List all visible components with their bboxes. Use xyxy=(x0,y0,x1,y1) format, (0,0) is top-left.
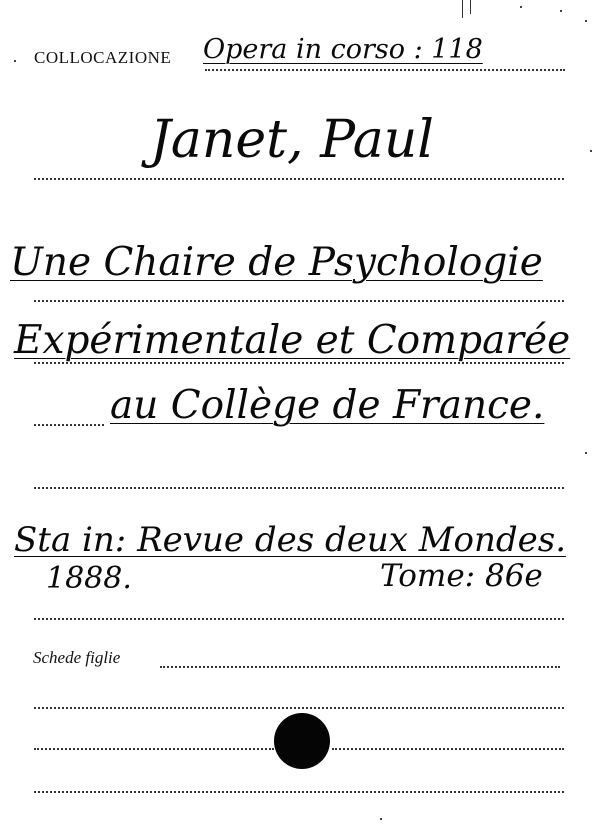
dotted-line xyxy=(34,748,274,750)
year: 1888. xyxy=(46,561,132,596)
collocazione-label: COLLOCAZIONE xyxy=(34,48,172,67)
volume: Tome: 86e xyxy=(380,558,543,594)
speck xyxy=(380,818,382,820)
speck xyxy=(560,10,562,12)
dotted-line xyxy=(34,300,564,302)
author-name: Janet, Paul xyxy=(150,110,434,170)
dotted-line xyxy=(34,791,564,793)
dotted-line xyxy=(34,424,104,426)
source-line: Sta in: Revue des deux Mondes. xyxy=(14,520,567,560)
dotted-line xyxy=(34,707,564,709)
title-line-2: Expérimentale et Comparée xyxy=(14,318,571,363)
title-line-1: Une Chaire de Psychologie xyxy=(10,240,543,285)
speck xyxy=(585,452,587,454)
dotted-line xyxy=(34,618,564,620)
dotted-line xyxy=(332,748,564,750)
punch-hole xyxy=(274,713,330,769)
speck xyxy=(590,150,592,152)
dotted-line xyxy=(34,362,564,364)
dotted-line xyxy=(160,666,560,668)
dotted-line xyxy=(205,69,565,71)
collocazione-value: Opera in corso : 118 xyxy=(203,34,483,65)
dotted-line xyxy=(34,487,564,489)
title-line-3: au Collège de France. xyxy=(110,383,545,428)
speck xyxy=(14,60,16,62)
speck xyxy=(585,20,587,22)
speck xyxy=(520,6,522,8)
edge-mark xyxy=(462,0,463,18)
schede-figlie-label: Schede figlie xyxy=(33,648,121,667)
edge-mark xyxy=(470,0,471,14)
dotted-line xyxy=(34,178,564,180)
